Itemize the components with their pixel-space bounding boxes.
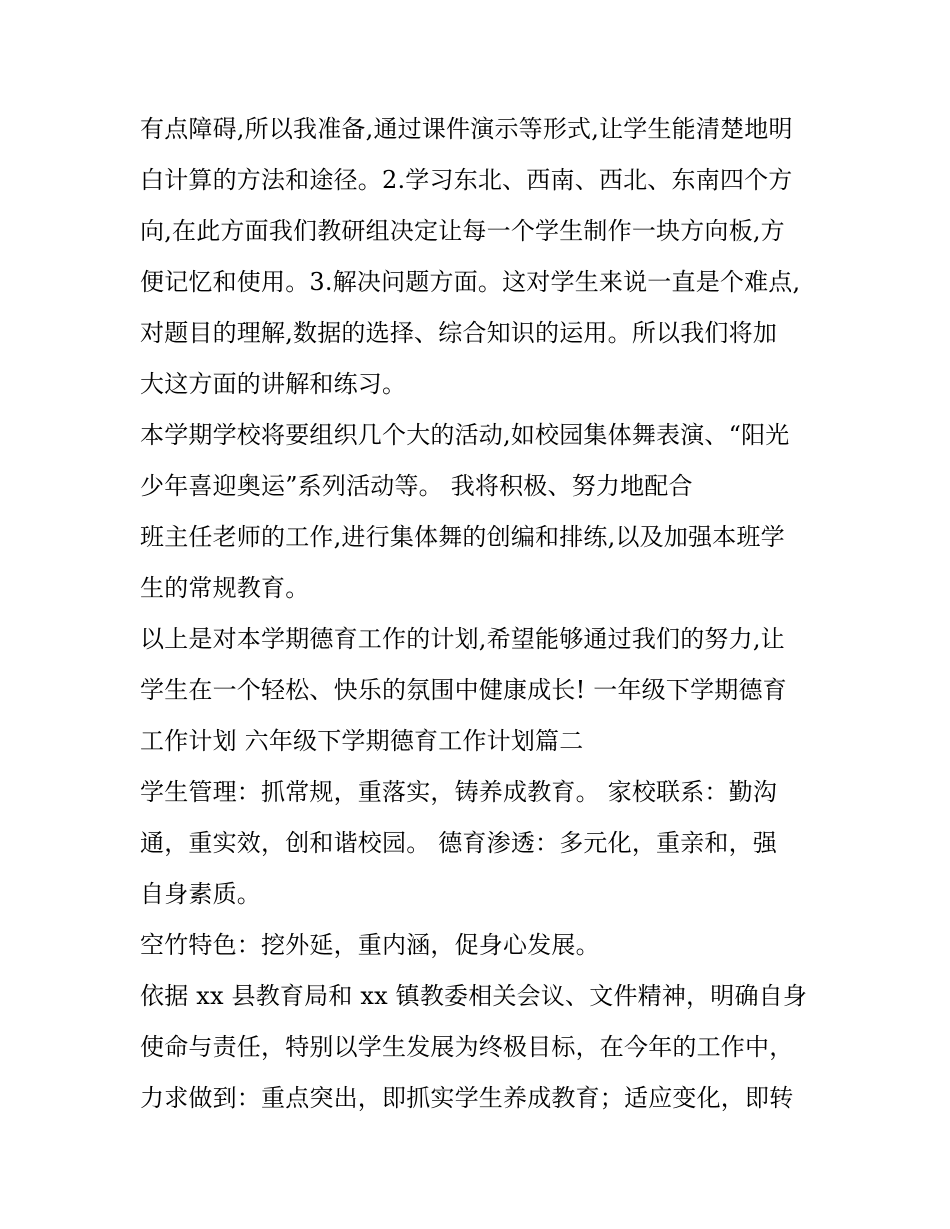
text-line: 便记忆和使用。3.解决问题方面。这对学生来说一直是个难点, — [140, 268, 801, 296]
text-line: 白计算的方法和途径。2.学习东北、西南、西北、东南四个方 — [140, 166, 793, 194]
text-line: 空竹特色：挖外延，重内涵，促身心发展。 — [140, 931, 600, 959]
text-line: 工作计划 六年级下学期德育工作计划篇二 — [140, 727, 584, 755]
text-line: 以上是对本学期德育工作的计划,希望能够通过我们的努力,让 — [140, 625, 785, 653]
text-line: 自身素质。 — [140, 880, 261, 908]
document-body — [140, 104, 820, 1124]
text-line: 依据 xx 县教育局和 xx 镇教委相关会议、文件精神，明确自身 — [140, 982, 808, 1010]
text-line: 生的常规教育。 — [140, 574, 310, 602]
text-line: 本学期学校将要组织几个大的活动,如校园集体舞表演、“阳光 — [140, 421, 790, 449]
text-line: 有点障碍,所以我准备,通过课件演示等形式,让学生能清楚地明 — [140, 115, 793, 143]
text-line: 学生管理：抓常规，重落实，铸养成教育。 家校联系：勤沟 — [140, 778, 778, 806]
text-line: 班主任老师的工作,进行集体舞的创编和排练,以及加强本班学 — [140, 523, 785, 551]
text-line: 对题目的理解,数据的选择、综合知识的运用。所以我们将加 — [140, 319, 778, 347]
text-line: 力求做到：重点突出，即抓实学生养成教育；适应变化，即转 — [140, 1084, 794, 1112]
text-line: 学生在一个轻松、快乐的氛围中健康成长! 一年级下学期德育 — [140, 676, 787, 704]
text-line: 向,在此方面我们教研组决定让每一个学生制作一块方向板,方 — [140, 217, 785, 245]
text-line: 通，重实效，创和谐校园。 德育渗透：多元化，重亲和，强 — [140, 829, 778, 857]
text-line: 大这方面的讲解和练习。 — [140, 370, 407, 398]
text-line: 使命与责任，特别以学生发展为终极目标，在今年的工作中， — [140, 1033, 794, 1061]
text-line: 少年喜迎奥运”系列活动等。 我将积极、努力地配合 — [140, 472, 693, 500]
